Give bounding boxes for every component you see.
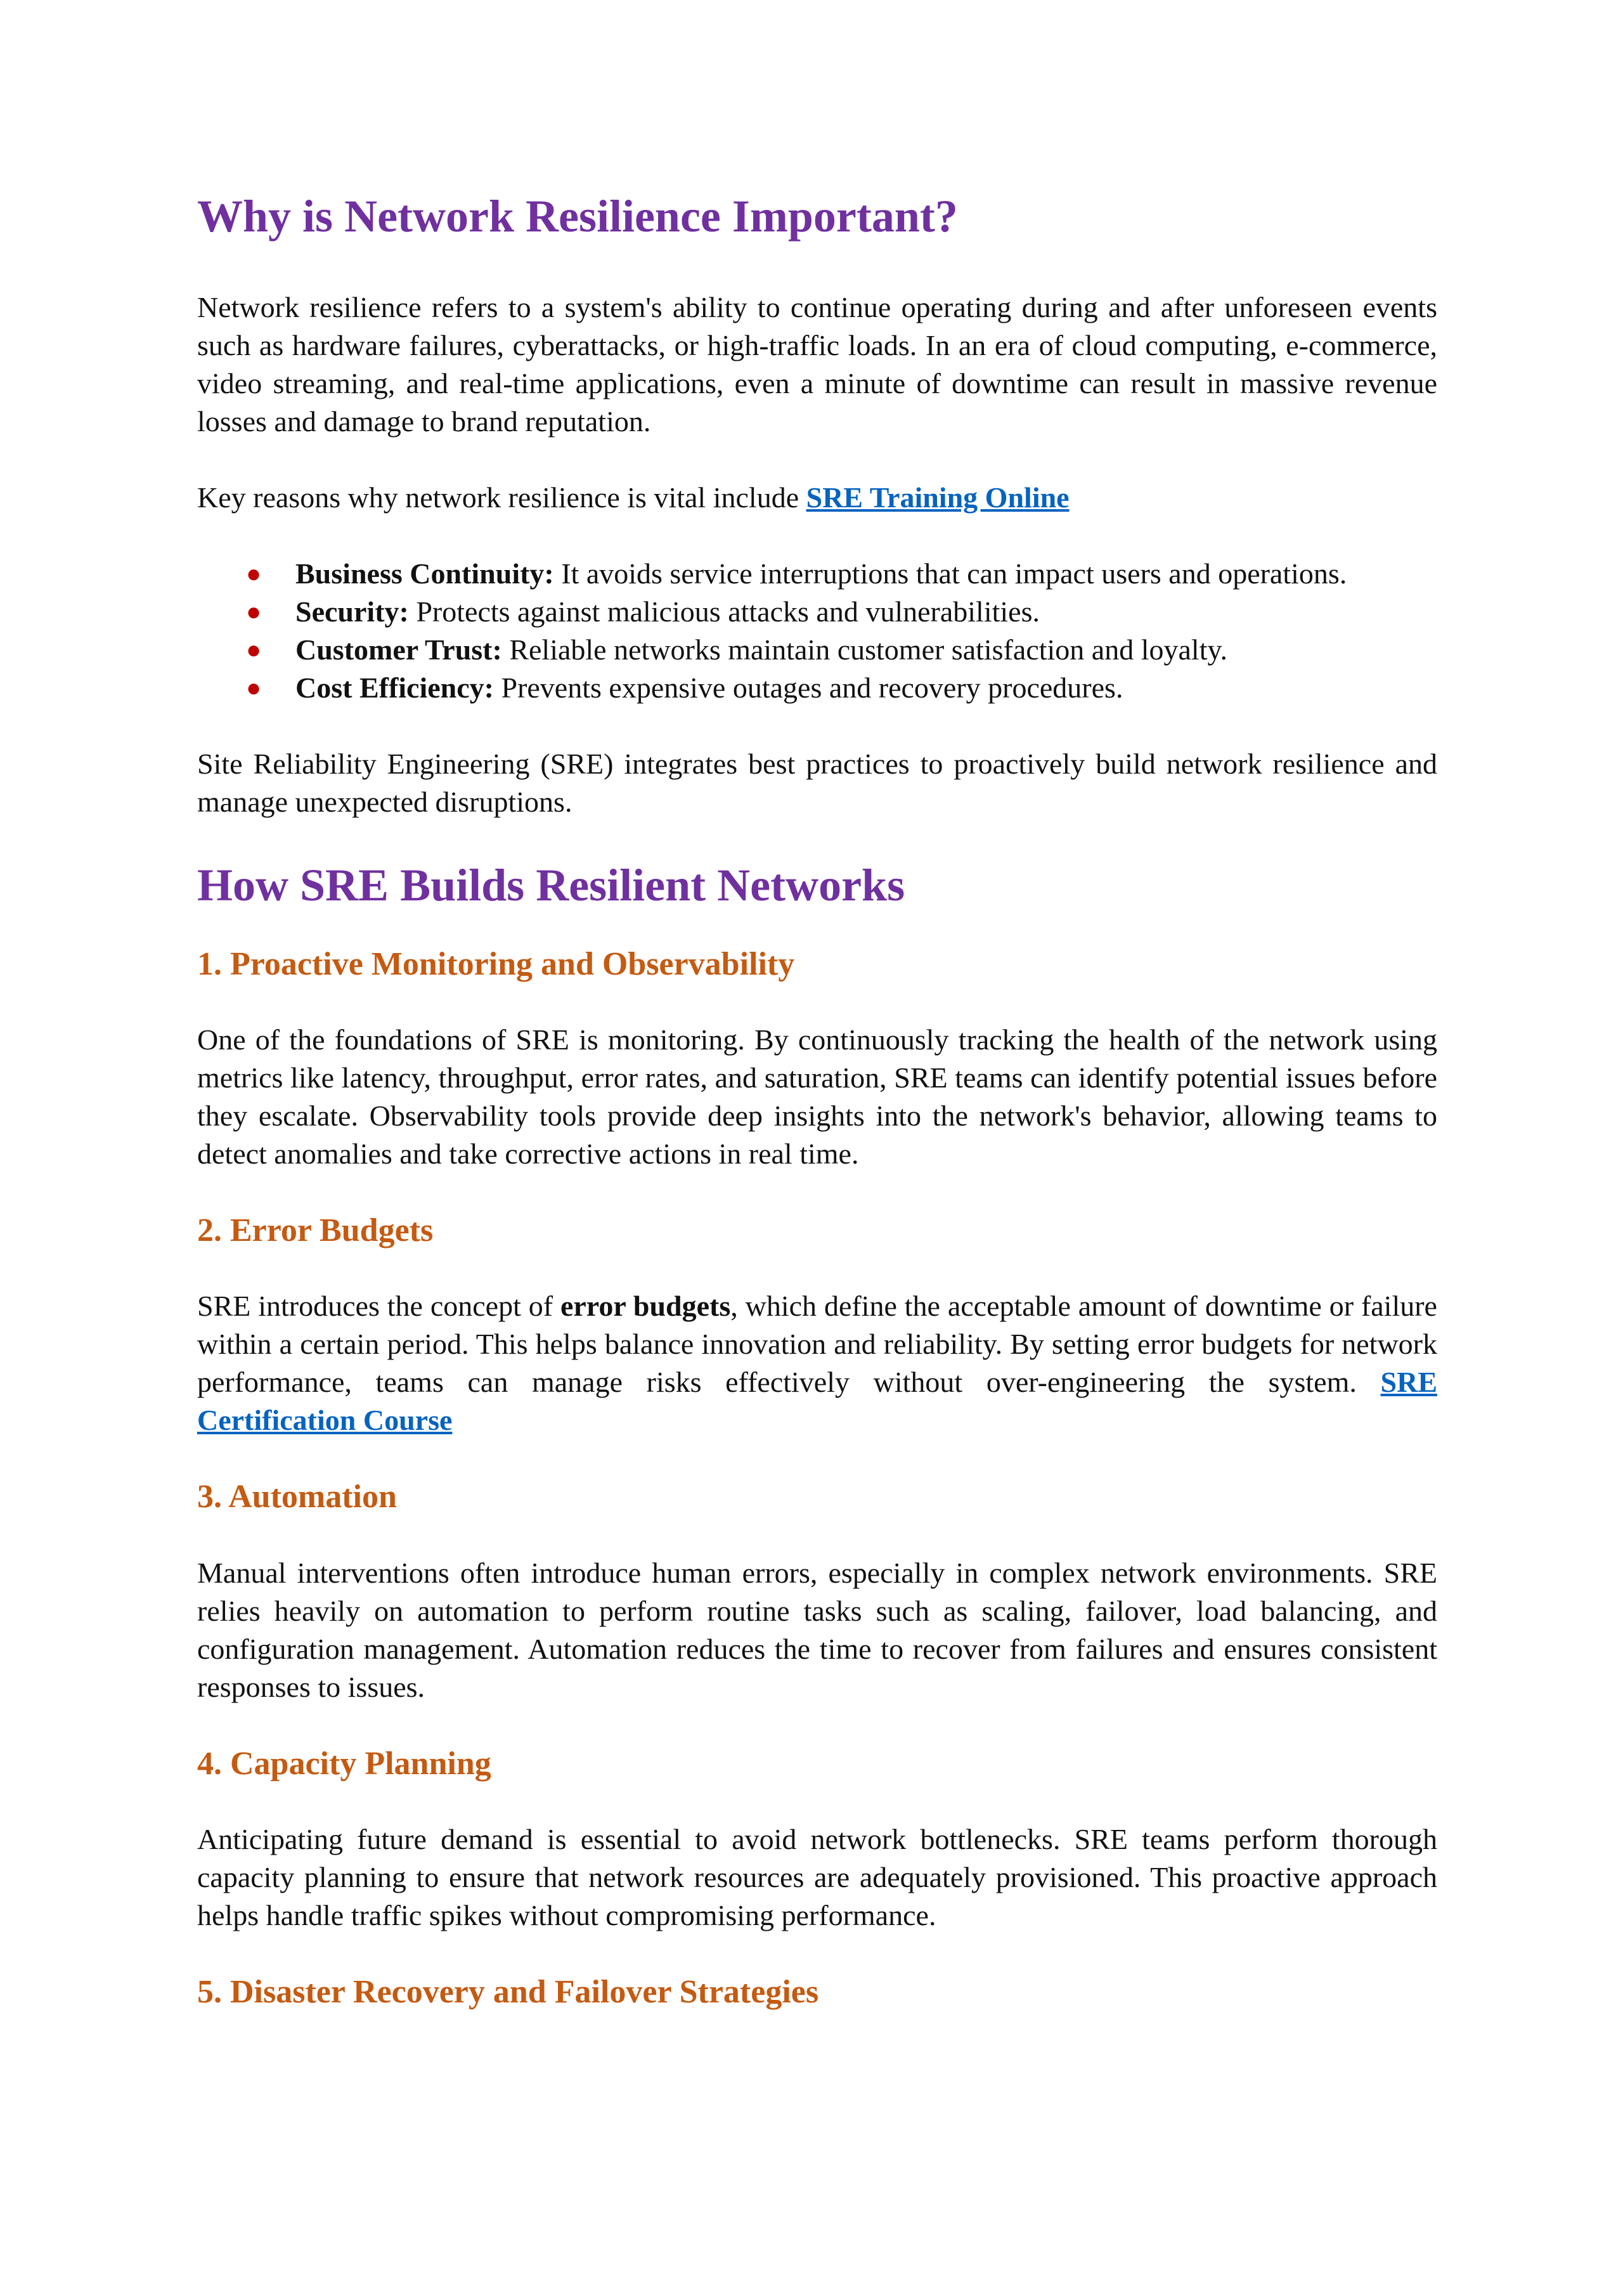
error-budgets-text-pre: SRE introduces the concept of (197, 1290, 560, 1323)
document-page (197, 190, 1437, 2013)
section-title-network-resilience: Why is Network Resilience Important? (197, 191, 958, 242)
reason-term: Security: (295, 595, 409, 628)
sre-training-online-link[interactable]: SRE Training Online (806, 481, 1070, 514)
list-item (246, 631, 1437, 669)
bullet-icon: ● (246, 635, 262, 664)
bullet-icon: ● (246, 597, 262, 626)
closing-paragraph: Site Reliability Engineering (SRE) integrates best practices to proactively build network resilience and manage unexpected disruptions. (197, 747, 1437, 818)
reason-text: Prevents expensive outages and recovery procedures. (493, 671, 1123, 704)
list-item (246, 593, 1437, 631)
subsection-title-automation: 3. Automation (197, 1479, 397, 1515)
subsection-title-error-budgets: 2. Error Budgets (197, 1212, 434, 1249)
reason-term: Customer Trust: (295, 633, 502, 666)
list-item (246, 555, 1437, 593)
reasons-lead-text: Key reasons why network resilience is vital include (197, 481, 806, 514)
monitoring-paragraph: One of the foundations of SRE is monitoring. By continuously tracking the health of the network using metrics like latency, throughput, error rates, and saturation, SRE teams can identify potential issues before they escalate. Observability tools provide deep insights into the network's behavior, allowing teams to detect anomalies and take corrective actions in real time. (197, 1023, 1437, 1170)
error-budgets-term: error budgets (560, 1290, 731, 1323)
error-budgets-paragraph (197, 1287, 1437, 1439)
reasons-lead-paragraph (197, 479, 1437, 517)
subsection-title-monitoring: 1. Proactive Monitoring and Observability (197, 945, 795, 982)
reason-term: Cost Efficiency: (295, 671, 494, 704)
sre-certification-course-link[interactable]: SRE Certification Course (197, 1366, 1437, 1437)
reason-text: Reliable networks maintain customer satisfaction and loyalty. (501, 633, 1227, 666)
reasons-list (197, 555, 1437, 707)
bullet-icon: ● (246, 559, 262, 588)
bullet-icon: ● (246, 673, 262, 702)
list-item (246, 669, 1437, 707)
intro-paragraph: Network resilience refers to a system's ability to continue operating during and after unforeseen events such as hardware failures, cyberattacks, or high-traffic loads. In an era of cloud computing, e-commerce, video streaming, and real-time applications, even a minute of downtime can result in massive revenue losses and damage to brand reputation. (197, 290, 1437, 438)
reason-text: It avoids service interruptions that can impact users and operations. (553, 557, 1347, 590)
capacity-planning-paragraph: Anticipating future demand is essential to avoid network bottlenecks. SRE teams perform thorough capacity planning to ensure that network resources are adequately provisioned. This proactive approach helps handle traffic spikes without compromising performance. (197, 1823, 1437, 1932)
subsection-title-capacity-planning: 4. Capacity Planning (197, 1745, 491, 1782)
section-title-how-sre: How SRE Builds Resilient Networks (197, 859, 905, 911)
reason-text: Protects against malicious attacks and vulnerabilities. (408, 595, 1040, 628)
error-budgets-text-post: , which define the acceptable amount of downtime or failure within a certain period. This helps balance innovation and reliability. By setting error budgets for network performance, teams can manage risks effectively without over-engineering the system. (197, 1290, 1437, 1399)
reason-term: Business Continuity: (295, 557, 554, 590)
automation-paragraph: Manual interventions often introduce human errors, especially in complex network environments. SRE relies heavily on automation to perform routine tasks such as scaling, failover, load balancing, and configuration management. Automation reduces the time to recover from failures and ensures consistent responses to issues. (197, 1556, 1437, 1703)
subsection-title-disaster-recovery: 5. Disaster Recovery and Failover Strategies (197, 1974, 819, 2011)
